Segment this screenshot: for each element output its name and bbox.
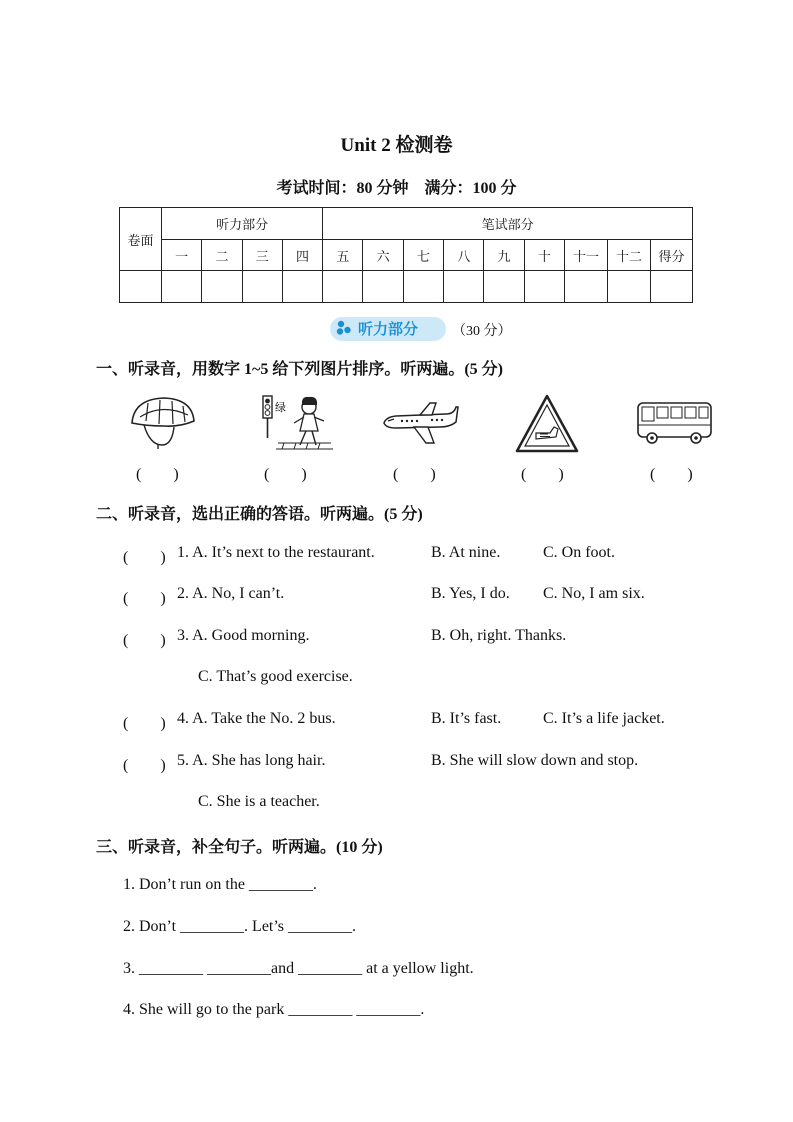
dots-icon [336, 320, 352, 336]
question-1-option-c: C. On foot. [543, 544, 615, 561]
score-cell[interactable] [651, 271, 693, 303]
question-4-option-c: C. It’s a life jacket. [543, 710, 665, 727]
answer-paren-2[interactable]: ( ) [264, 466, 307, 483]
score-col-header: 八 [444, 240, 484, 271]
score-col-header: 二 [202, 240, 242, 271]
score-col-header: 七 [403, 240, 443, 271]
answer-paren[interactable]: ( ) [123, 549, 166, 566]
answer-paren[interactable]: ( ) [123, 757, 166, 774]
score-col-header: 十一 [565, 240, 608, 271]
question-2-option-a: 2. A. No, I can’t. [177, 585, 285, 602]
score-col-header: 五 [323, 240, 363, 271]
score-col-header: 三 [242, 240, 282, 271]
score-cell[interactable] [162, 271, 202, 303]
score-cell[interactable] [282, 271, 322, 303]
score-col-header: 得分 [651, 240, 693, 271]
score-col-header: 四 [282, 240, 322, 271]
question-1-option-a: 1. A. It’s next to the restaurant. [177, 544, 375, 561]
question-3-option-b: B. Oh, right. Thanks. [431, 627, 567, 644]
fill-sentence-4[interactable]: 4. She will go to the park ________ ________. [123, 1001, 425, 1018]
badge-score: （30 分） [452, 324, 512, 339]
question-4-option-b: B. It’s fast. [431, 710, 502, 727]
fill-sentence-3[interactable]: 3. ________ ________and ________ at a yellow light. [123, 960, 474, 977]
fill-sentence-1[interactable]: 1. Don’t run on the ________. [123, 876, 317, 893]
question-3-option-c: C. That’s good exercise. [198, 668, 353, 685]
score-cell[interactable] [363, 271, 403, 303]
question-2-option-b: B. Yes, I do. [431, 585, 510, 602]
answer-paren-1[interactable]: ( ) [136, 466, 179, 483]
warning-sign-icon [514, 393, 580, 455]
score-cell[interactable] [403, 271, 443, 303]
bus-icon [634, 393, 714, 449]
section1-heading: 一、听录音，用数字 1~5 给下列图片排序。听两遍。(5 分) [96, 361, 503, 378]
section2-heading: 二、听录音，选出正确的答语。听两遍。(5 分) [96, 506, 423, 523]
answer-paren[interactable]: ( ) [123, 632, 166, 649]
page-title: Unit 2 检测卷 [340, 135, 453, 156]
traffic-light-girl-icon [256, 393, 334, 455]
score-cell[interactable] [323, 271, 363, 303]
score-cell[interactable] [120, 271, 162, 303]
score-cell[interactable] [608, 271, 651, 303]
question-4-option-a: 4. A. Take the No. 2 bus. [177, 710, 336, 727]
score-cell[interactable] [242, 271, 282, 303]
score-col-header: 十 [524, 240, 564, 271]
helmet-icon [128, 393, 198, 453]
score-col-header: 十二 [608, 240, 651, 271]
answer-paren-5[interactable]: ( ) [650, 466, 693, 483]
score-col-header: 九 [484, 240, 524, 271]
exam-info: 考试时间：80 分钟 满分：100 分 [276, 180, 517, 197]
written-header: 笔试部分 [323, 208, 693, 240]
question-5-option-c: C. She is a teacher. [198, 793, 320, 810]
score-cell[interactable] [524, 271, 564, 303]
question-2-option-c: C. No, I am six. [543, 585, 645, 602]
score-cell[interactable] [202, 271, 242, 303]
question-5-option-a: 5. A. She has long hair. [177, 752, 326, 769]
answer-paren[interactable]: ( ) [123, 715, 166, 732]
score-col-header: 一 [162, 240, 202, 271]
listening-header: 听力部分 [162, 208, 323, 240]
badge-label: 听力部分 [358, 320, 419, 338]
question-5-option-b: B. She will slow down and stop. [431, 752, 639, 769]
score-cell[interactable] [484, 271, 524, 303]
score-table [119, 207, 693, 303]
score-table-corner: 卷面 [120, 208, 162, 271]
answer-paren-3[interactable]: ( ) [393, 466, 436, 483]
airplane-icon [380, 393, 460, 449]
score-col-header: 六 [363, 240, 403, 271]
question-1-option-b: B. At nine. [431, 544, 501, 561]
fill-sentence-2[interactable]: 2. Don’t ________. Let’s ________. [123, 918, 357, 935]
score-cell[interactable] [565, 271, 608, 303]
score-cell[interactable] [444, 271, 484, 303]
answer-paren[interactable]: ( ) [123, 590, 166, 607]
question-3-option-a: 3. A. Good morning. [177, 627, 310, 644]
answer-paren-4[interactable]: ( ) [521, 466, 564, 483]
section3-heading: 三、听录音，补全句子。听两遍。(10 分) [96, 839, 383, 856]
sign-text: 绿 [275, 401, 286, 414]
